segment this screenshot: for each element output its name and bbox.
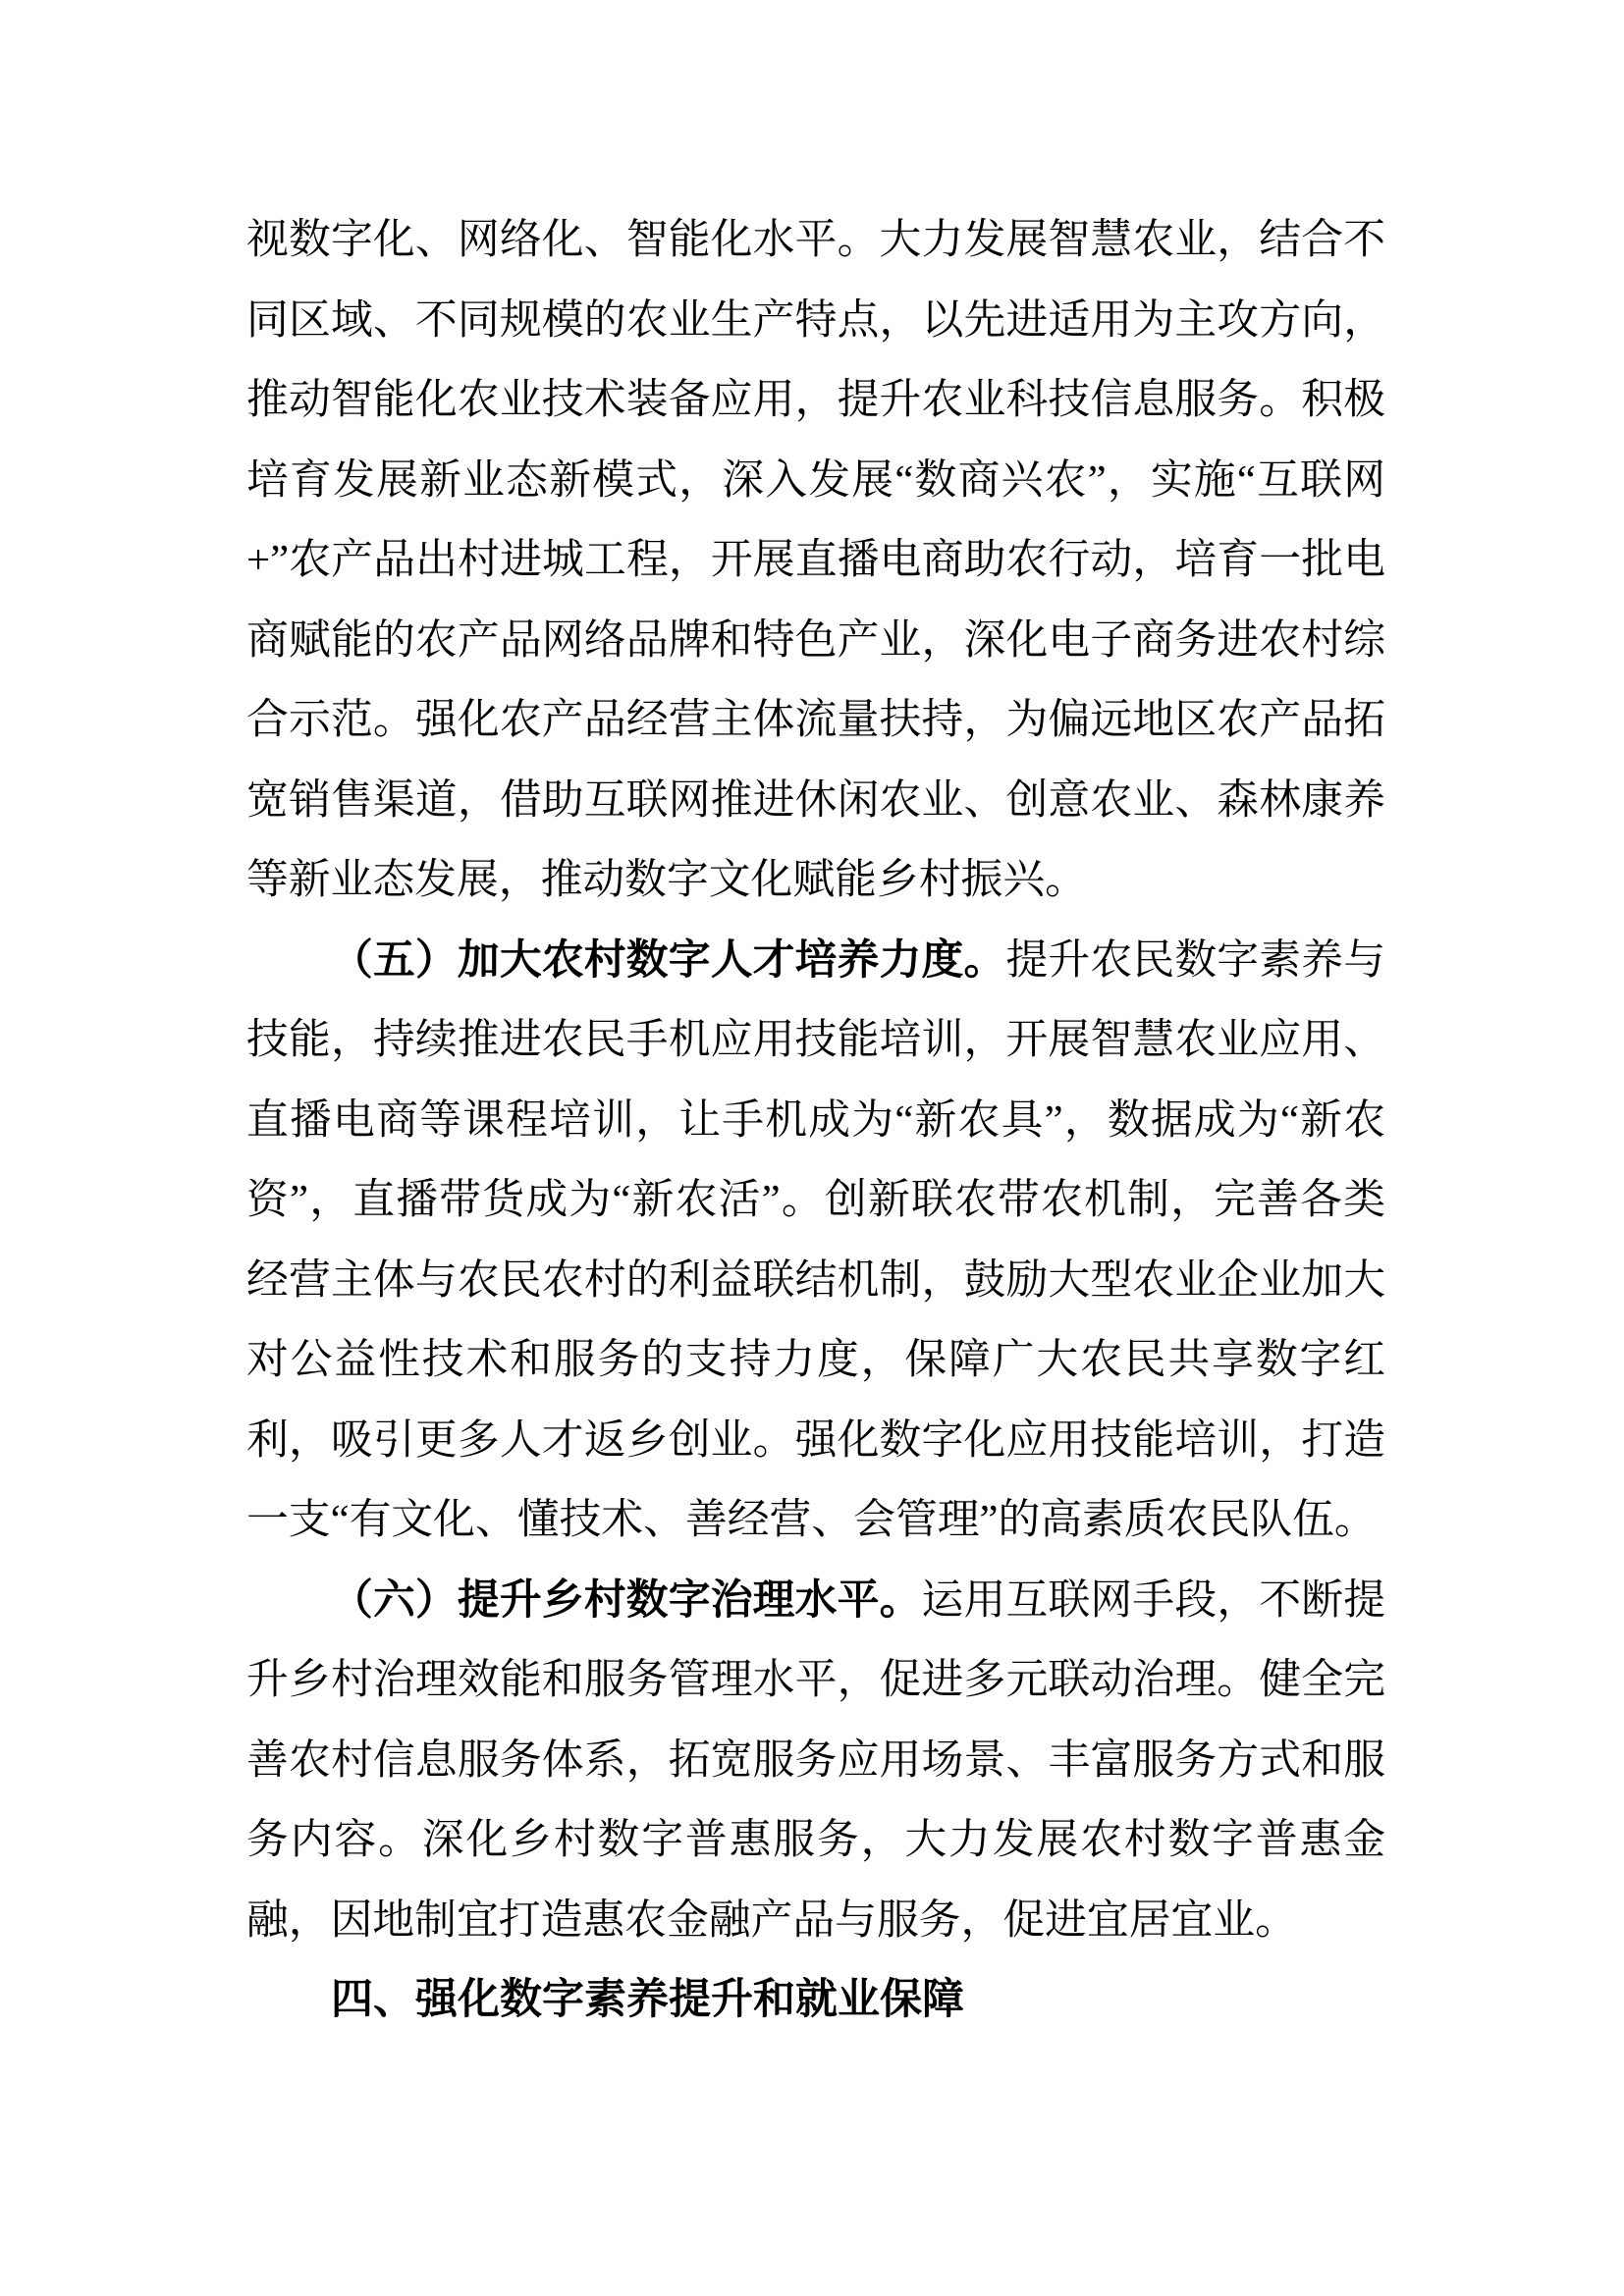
body-paragraph-item-6 (246, 1561, 1385, 1961)
section-heading: 四、强化数字素养提升和就业保障 (331, 1976, 964, 2023)
paragraph-text: 提升农民数字素养与技能，持续推进农民手机应用技能培训，开展智慧农业应用、直播电商等课程培训，让手机成为“新农具”，数据成为“新农资”，直播带货成为“新农活”。创新联农带农机制，完善各类经营主体与农民农村的利益联结机制，鼓励大型农业企业加大对公益性技术和服务的支持力度，保障广大农民共享数字红利，吸引更多人才返乡创业。强化数字化应用技能培训，打造一支“有文化、懂技术、善经营、会管理”的高素质农民队伍。 (246, 936, 1385, 1543)
paragraph-text: 运用互联网手段，不断提升乡村治理效能和服务管理水平，促进多元联动治理。健全完善农村信息服务体系，拓宽服务应用场景、丰富服务方式和服务内容。深化乡村数字普惠服务，大力发展农村数字普惠金融，因地制宜打造惠农金融产品与服务，促进宜居宜业。 (246, 1576, 1386, 1944)
paragraph-text: 视数字化、网络化、智能化水平。大力发展智慧农业，结合不同区域、不同规模的农业生产特点，以先进适用为主攻方向，推动智能化农业技术装备应用，提升农业科技信息服务。积极培育发展新业态新模式，深入发展“数商兴农”，实施“互联网+”农产品出村进城工程，开展直播电商助农行动，培育一批电商赋能的农产品网络品牌和特色产业，深化电子商务进农村综合示范。强化农产品经营主体流量扶持，为偏远地区农产品拓宽销售渠道，借助互联网推进休闲农业、创意农业、森林康养等新业态发展，推动数字文化赋能乡村振兴。 (246, 217, 1385, 903)
paragraph-lead: （五）加大农村数字人才培养力度。 (331, 936, 1006, 984)
body-paragraph-item-5 (246, 921, 1385, 1561)
document-page (246, 200, 1385, 2041)
body-paragraph-continuation (246, 200, 1385, 921)
paragraph-lead: （六）提升乡村数字治理水平。 (331, 1576, 922, 1624)
